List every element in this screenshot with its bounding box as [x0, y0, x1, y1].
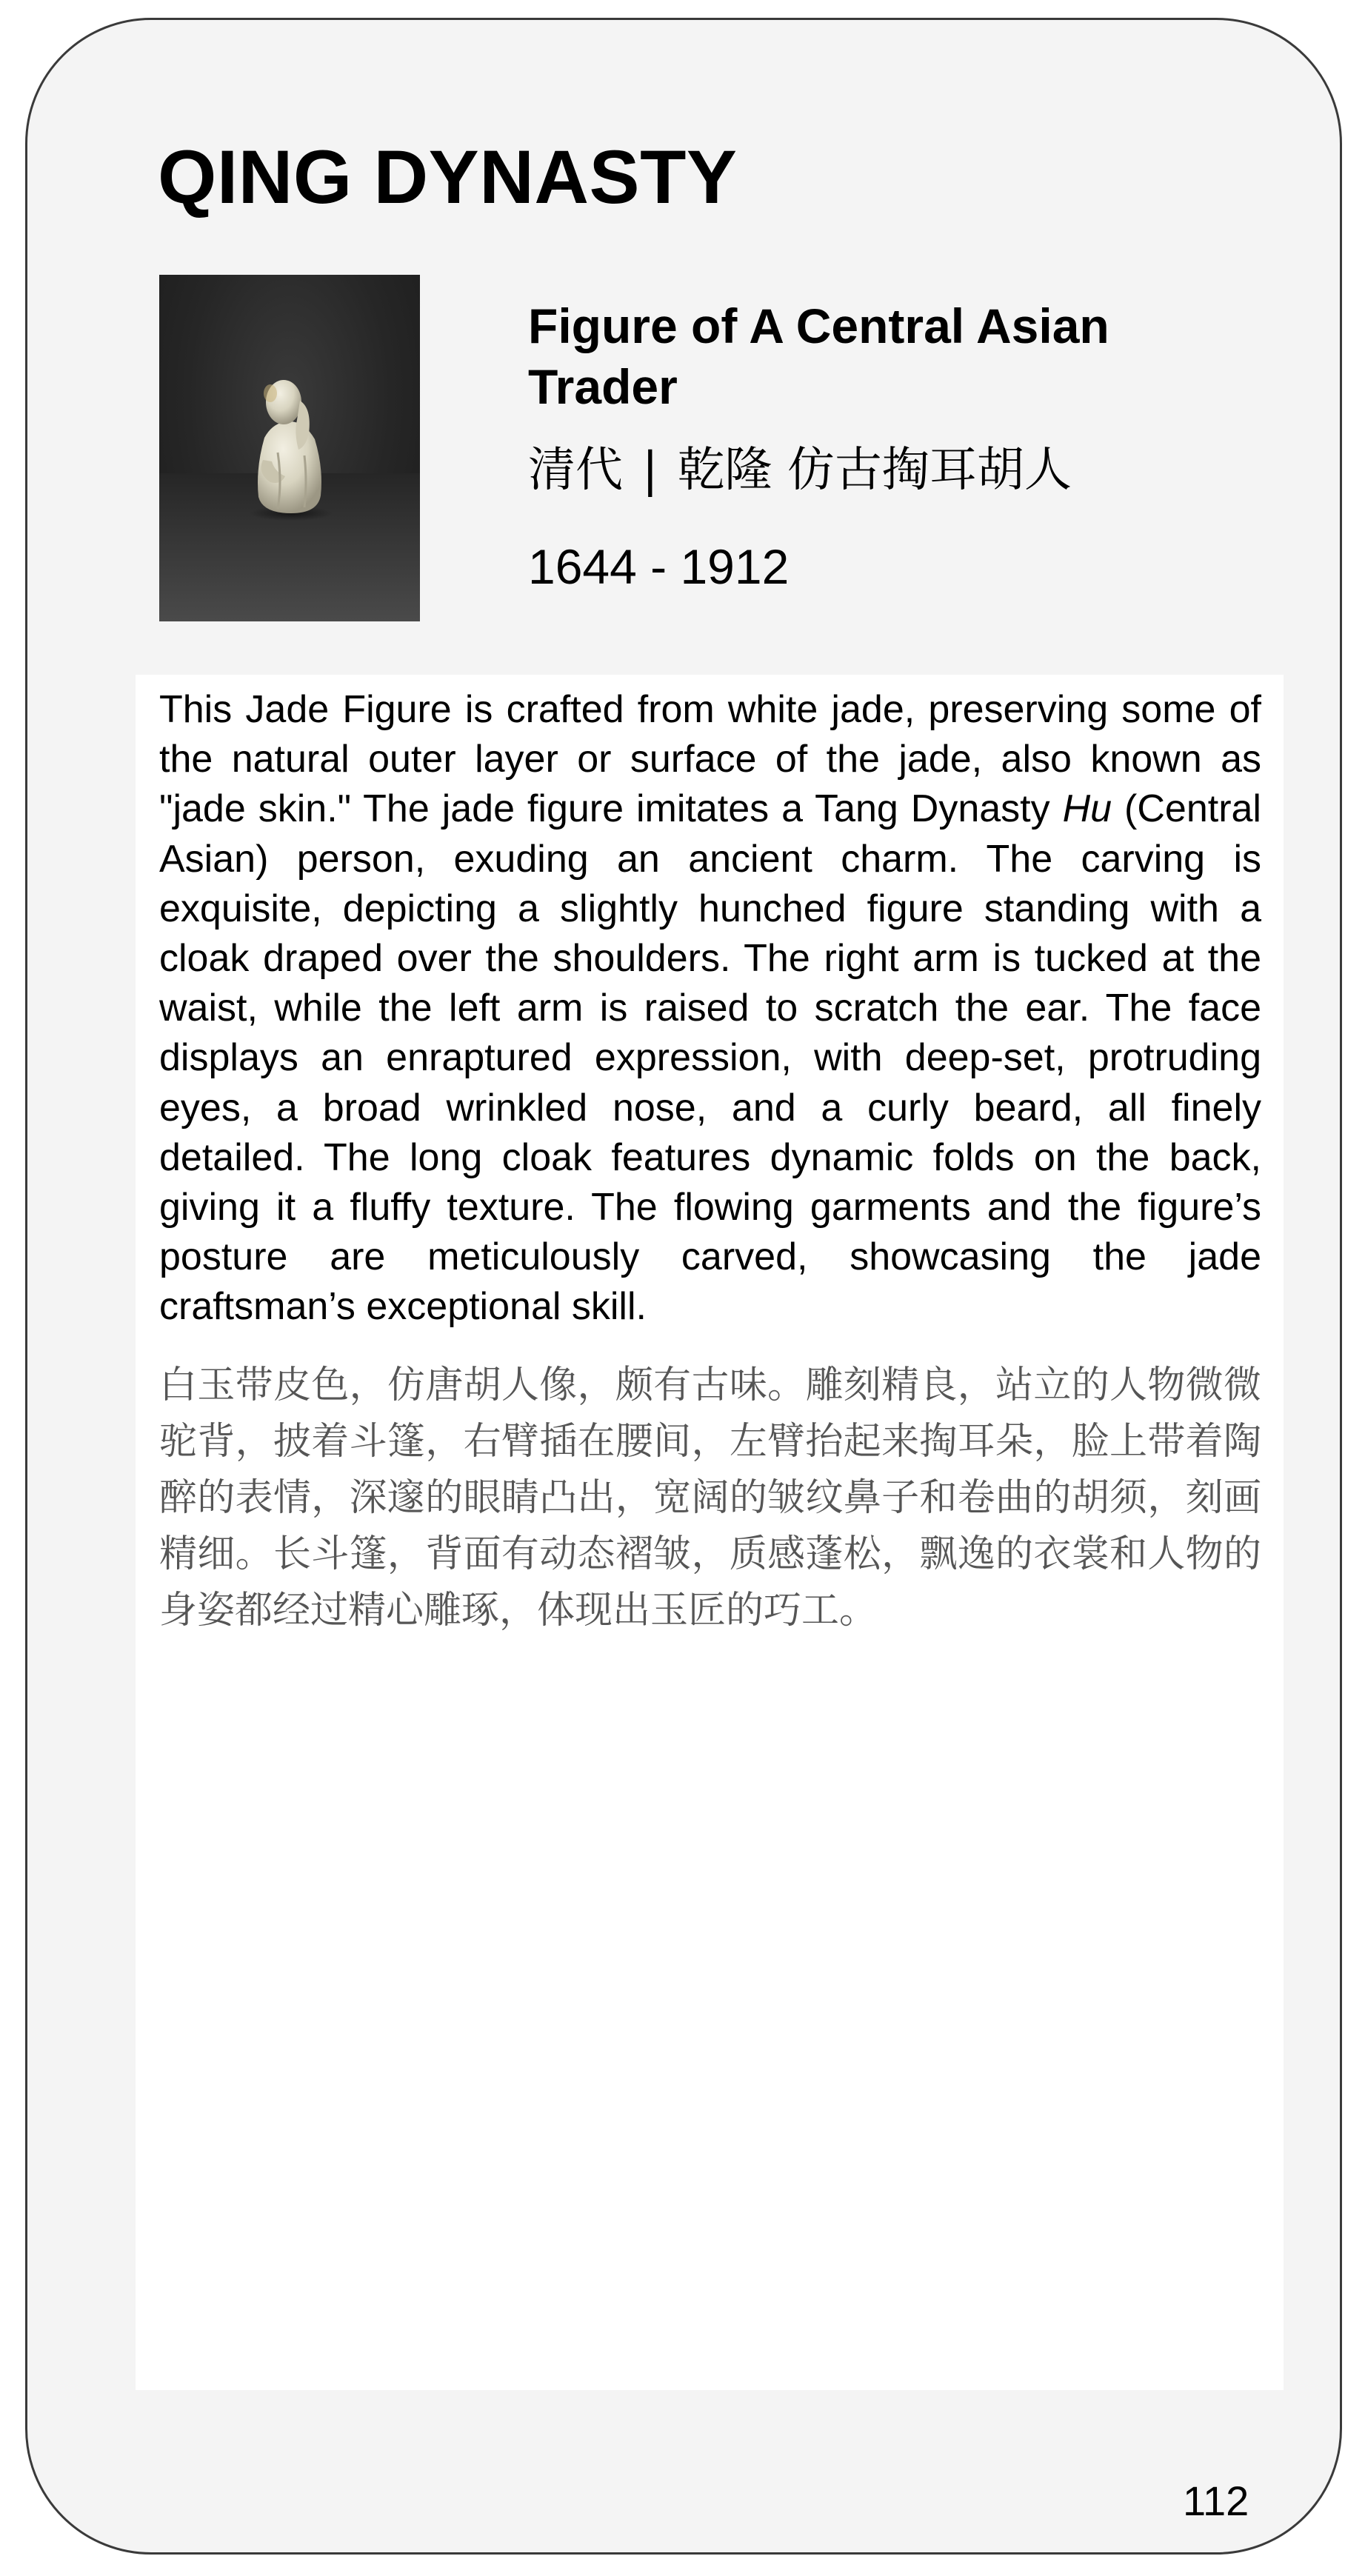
jade-figure-image — [159, 275, 420, 621]
item-title: Figure of A Central Asian Trader — [528, 298, 1109, 414]
description-panel — [136, 675, 1284, 2390]
item-name-cn: 乾隆 仿古掏耳胡人 — [677, 443, 1072, 498]
description-english — [159, 685, 1261, 1332]
catalog-card — [25, 18, 1342, 2555]
description-en-part-2: (Central Asian) person, exuding an ancient charm. The carving is exquisite, depicting a slightly hunched figure standing with a cloak draped over the shoulders. The right arm is tucked at the waist, while the left arm is raised to scratch the ear. The face displays an enraptured expression, with deep-set, protruding eyes, a broad wrinkled nose, and a curly beard, all finely detailed. The long cloak features dynamic folds on the back, giving it a fluffy texture. The flowing garments and the figure’s posture are meticulously carved, showcasing the jade craftsman’s exceptional skill. — [159, 787, 1261, 1329]
item-dates: 1644 - 1912 — [528, 539, 790, 594]
description-en-part-1: This Jade Figure is crafted from white jade, preserving some of the natural outer layer or surface of the jade, also known as "jade skin." The jade figure imitates a Tang Dynasty — [159, 688, 1261, 831]
title-separator: | — [642, 443, 658, 498]
page-title: QING DYNASTY — [158, 135, 738, 219]
item-photo — [159, 275, 420, 621]
page-number: 112 — [1183, 2477, 1249, 2524]
item-period-cn: 清代 — [528, 443, 623, 498]
item-chinese-title — [528, 441, 1072, 500]
description-en-italic: Hu — [1062, 787, 1112, 831]
description-chinese: 白玉带皮色，仿唐胡人像，颇有古味。雕刻精良，站立的人物微微驼背，披着斗篷，右臂插在腰间，左臂抬起来掏耳朵，脸上带着陶醉的表情，深邃的眼睛凸出，宽阔的皱纹鼻子和卷曲的胡须，刻画精细。长斗篷，背面有动态褶皱，质感蓬松，飘逸的衣裳和人物的身姿都经过精心雕琢，体现出玉匠的巧工。 — [159, 1364, 1261, 1632]
